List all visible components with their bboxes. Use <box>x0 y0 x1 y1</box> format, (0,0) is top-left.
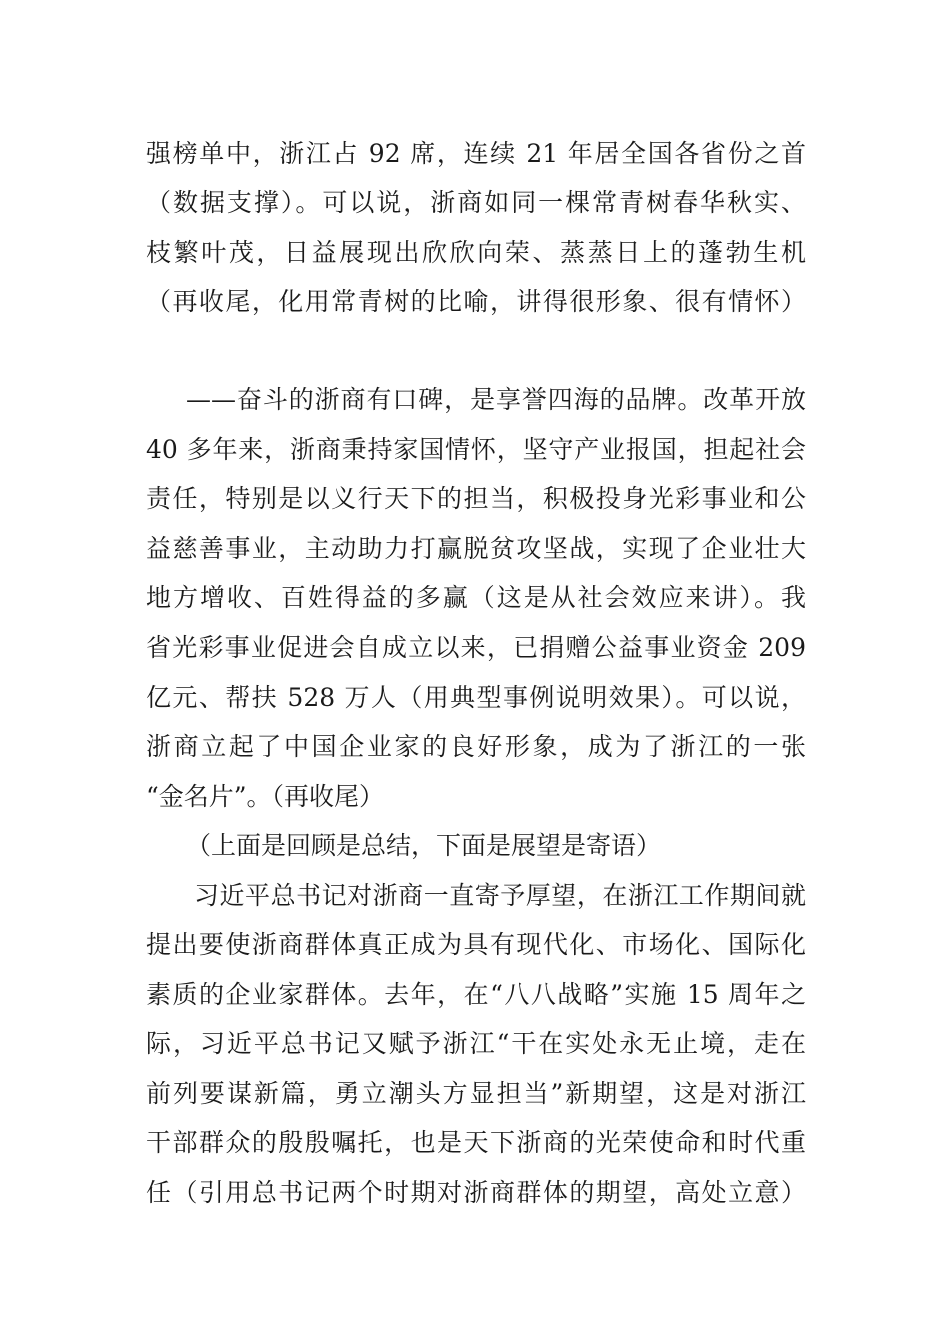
text-line: 省光彩事业促进会自成立以来，已捐赠公益事业资金 209 <box>146 633 806 662</box>
text-line: 习近平总书记对浙商一直寄予厚望，在浙江工作期间就 <box>194 881 806 910</box>
text-line: 前列要谋新篇，勇立潮头方显担当”新期望，这是对浙江 <box>146 1079 806 1108</box>
text-line: 强榜单中，浙江占 92 席，连续 21 年居全国各省份之首 <box>146 139 806 168</box>
text-line: 素质的企业家群体。去年，在“八八战略”实施 15 周年之 <box>146 980 806 1009</box>
text-line: 提出要使浙商群体真正成为具有现代化、市场化、国际化 <box>146 930 806 959</box>
text-line: 干部群众的殷殷嘱托，也是天下浙商的光荣使命和时代重 <box>146 1128 806 1157</box>
text-line: （再收尾，化用常青树的比喻，讲得很形象、很有情怀） <box>146 287 806 316</box>
text-line: 40 多年来，浙商秉持家国情怀，坚守产业报国，担起社会 <box>146 435 806 464</box>
text-line: （数据支撑）。可以说，浙商如同一棵常青树春华秋实、 <box>146 188 806 217</box>
text-line: ——奋斗的浙商有口碑，是享誉四海的品牌。改革开放 <box>186 385 806 414</box>
text-line: 益慈善事业，主动助力打赢脱贫攻坚战，实现了企业壮大 <box>146 534 806 563</box>
text-line: 任（引用总书记两个时期对浙商群体的期望，高处立意） <box>146 1178 806 1207</box>
text-line: 责任，特别是以义行天下的担当，积极投身光彩事业和公 <box>146 484 806 513</box>
text-line: 地方增收、百姓得益的多赢（这是从社会效应来讲）。我 <box>146 583 806 612</box>
text-line: 浙商立起了中国企业家的良好形象，成为了浙江的一张 <box>146 732 806 761</box>
text-line: “金名片”。（再收尾） <box>146 782 385 811</box>
text-line: 枝繁叶茂，日益展现出欣欣向荣、蒸蒸日上的蓬勃生机 <box>146 238 806 267</box>
text-line: 际，习近平总书记又赋予浙江“干在实处永无止境，走在 <box>146 1029 806 1058</box>
text-line: 亿元、帮扶 528 万人（用典型事例说明效果）。可以说， <box>146 683 806 712</box>
text-line: （上面是回顾是总结，下面是展望是寄语） <box>186 831 662 860</box>
